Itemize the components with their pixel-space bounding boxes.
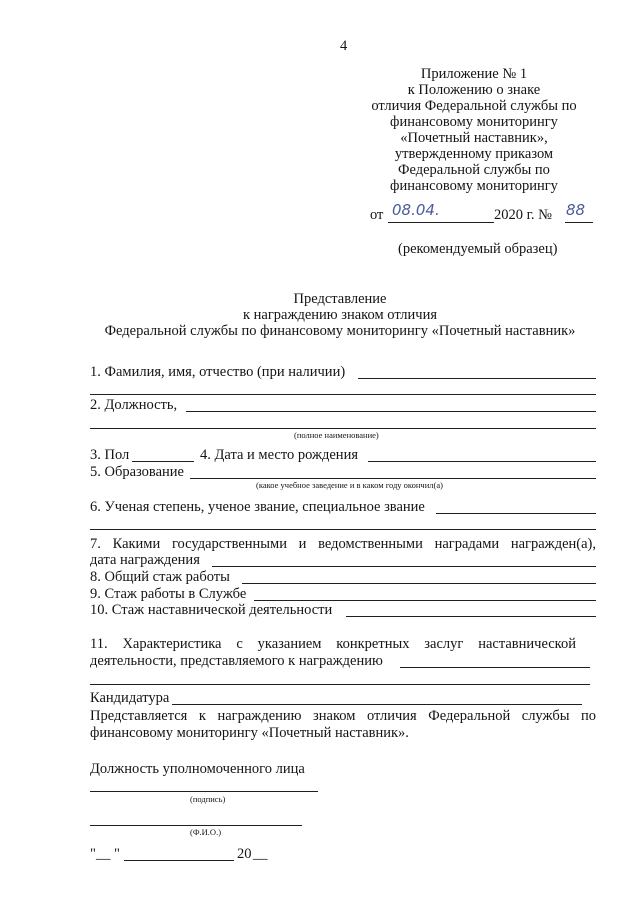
order-number-handwritten: 88 bbox=[566, 201, 586, 219]
appendix-line: Федеральной службы по bbox=[398, 162, 550, 178]
field-6-line-2[interactable] bbox=[90, 529, 596, 530]
field-3-line[interactable] bbox=[132, 461, 194, 462]
field-11-line[interactable] bbox=[400, 667, 590, 668]
field-4-label: 4. Дата и место рождения bbox=[200, 447, 358, 463]
field-2-line[interactable] bbox=[186, 411, 596, 412]
field-8-line[interactable] bbox=[242, 583, 596, 584]
candidacy-text-2: финансовому мониторингу «Почетный наставник». bbox=[90, 725, 409, 741]
title-line-3: Федеральной службы по финансовому мониторингу «Почетный наставник» bbox=[104, 323, 576, 339]
field-1-line-2[interactable] bbox=[90, 394, 596, 395]
date-day-blank[interactable]: __ bbox=[96, 846, 111, 862]
field-6-label: 6. Ученая степень, ученое звание, специальное звание bbox=[90, 499, 425, 515]
field-7-label-2: дата награждения bbox=[90, 552, 200, 568]
signature-line[interactable] bbox=[90, 791, 318, 792]
candidacy-text-1: Представляется к награждению знаком отличия Федеральной службы по bbox=[90, 708, 596, 724]
candidacy-line[interactable] bbox=[172, 704, 582, 705]
field-1-line[interactable] bbox=[358, 378, 596, 379]
sample-note: (рекомендуемый образец) bbox=[398, 241, 558, 257]
field-11-line-2[interactable] bbox=[90, 684, 590, 685]
field-5-label: 5. Образование bbox=[90, 464, 184, 480]
page-number: 4 bbox=[340, 38, 348, 54]
name-line[interactable] bbox=[90, 825, 302, 826]
order-date-prefix: от bbox=[370, 207, 384, 223]
order-date-line bbox=[388, 222, 494, 223]
field-5-line[interactable] bbox=[190, 478, 596, 479]
document-title bbox=[80, 291, 600, 339]
date-quote-close: " bbox=[114, 846, 120, 862]
field-6-line[interactable] bbox=[436, 513, 596, 514]
appendix-line: финансовому мониторингу bbox=[390, 114, 558, 130]
date-year-blank[interactable]: __ bbox=[253, 846, 268, 862]
appendix-line: «Почетный наставник», bbox=[400, 130, 548, 146]
field-10-line[interactable] bbox=[346, 616, 596, 617]
date-year-prefix: 20 bbox=[237, 846, 252, 862]
appendix-line: Приложение № 1 bbox=[420, 66, 528, 82]
field-4-line[interactable] bbox=[368, 461, 596, 462]
field-3-label: 3. Пол bbox=[90, 447, 130, 463]
date-month-line[interactable] bbox=[124, 860, 234, 861]
field-10-label: 10. Стаж наставнической деятельности bbox=[90, 602, 333, 618]
order-date-handwritten: 08.04. bbox=[392, 201, 440, 219]
official-position-label: Должность уполномоченного лица bbox=[90, 761, 305, 777]
appendix-line: к Положению о знаке bbox=[407, 82, 541, 98]
field-2-hint: (полное наименование) bbox=[294, 430, 379, 440]
field-7-label: 7. Какими государственными и ведомственными наградами награжден(а), bbox=[90, 536, 596, 552]
field-2-label: 2. Должность, bbox=[90, 397, 178, 413]
candidacy-label: Кандидатура bbox=[90, 690, 170, 706]
name-hint: (Ф.И.О.) bbox=[190, 827, 222, 837]
field-7-line[interactable] bbox=[212, 566, 596, 567]
field-5-hint: (какое учебное заведение и в каком году окончил(а) bbox=[256, 480, 443, 490]
field-2-line-2[interactable] bbox=[90, 428, 596, 429]
field-8-label: 8. Общий стаж работы bbox=[90, 569, 230, 585]
field-11-label: 11. Характеристика с указанием конкретных заслуг наставнической bbox=[90, 636, 576, 652]
field-11-label-2: деятельности, представляемого к награждению bbox=[90, 653, 383, 669]
signature-hint: (подпись) bbox=[190, 794, 226, 804]
appendix-line: отличия Федеральной службы по bbox=[371, 98, 577, 114]
title-line-2: к награждению знаком отличия bbox=[242, 307, 438, 323]
title-line-1: Представление bbox=[293, 291, 387, 307]
appendix-block bbox=[362, 66, 586, 194]
appendix-line: утвержденному приказом bbox=[394, 146, 554, 162]
field-9-line[interactable] bbox=[254, 600, 596, 601]
appendix-line: финансовому мониторингу bbox=[390, 178, 558, 194]
field-9-label: 9. Стаж работы в Службе bbox=[90, 586, 247, 602]
date-quote-open: " bbox=[90, 846, 96, 862]
order-year-text: 2020 г. № bbox=[494, 207, 553, 223]
field-1-label: 1. Фамилия, имя, отчество (при наличии) bbox=[90, 364, 346, 380]
order-number-line bbox=[565, 222, 593, 223]
